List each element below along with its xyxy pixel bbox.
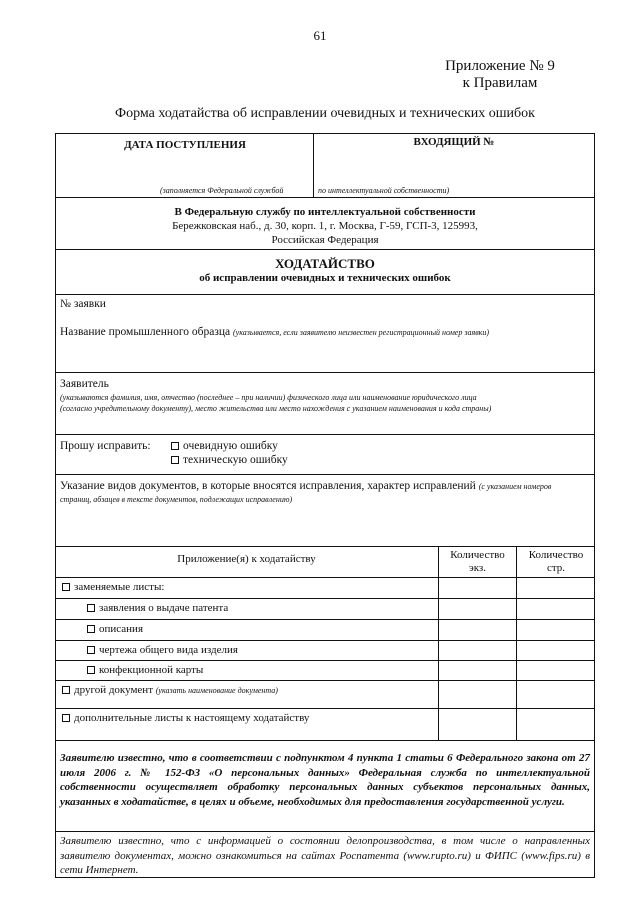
receipt-incoming-label: ВХОДЯЩИЙ № (413, 136, 495, 148)
request-option1-label: очевидную ошибку (183, 440, 278, 452)
col-copies-line2: экз. (468, 562, 486, 574)
divider-attachments (55, 740, 595, 741)
checkbox-icon[interactable] (87, 625, 95, 633)
documents-note-line2: страниц, абзацев в тексте документов, подлежащих исправлению) (60, 495, 293, 504)
attachment-row[interactable] (87, 664, 203, 676)
divider-application (55, 372, 595, 373)
divider-petition (55, 294, 595, 295)
petition-subtitle: об исправлении очевидных и технических ошибок (199, 272, 451, 284)
addressee-line3: Российская Федерация (271, 234, 379, 246)
design-name-row (60, 326, 489, 338)
info-notice: Заявителю известно, что с информацией о состоянии делопроизводства, в том числе о направленных заявителю документах, можно ознакомиться на сайтах Роспатента (www.rupto.ru) и ФИПС (www.fips.ru) в сети Интернет. (60, 835, 590, 876)
divider-addressee (55, 249, 595, 250)
col-divider-copies (438, 546, 439, 740)
addressee-line1: В Федеральную службу по интеллектуальной собственности (174, 206, 476, 218)
applicant-note-line2: (согласно учредительному документу), место жительства или место нахождения с указанием наименования и кода страны) (60, 404, 492, 413)
divider-notice (55, 831, 595, 832)
row-line (55, 640, 595, 641)
checkbox-icon[interactable] (87, 604, 95, 612)
receipt-divider (313, 133, 314, 197)
addressee-line2: Бережковская наб., д. 30, корп. 1, г. Москва, Г-59, ГСП-3, 125993, (172, 220, 478, 232)
attachment-row[interactable] (87, 623, 143, 635)
request-option-obvious[interactable] (171, 440, 278, 452)
row-line (55, 598, 595, 599)
attachment-label: заменяемые листы: (74, 581, 165, 593)
documents-label: Указание видов документов, в которые вносятся исправления, характер исправлений (60, 480, 476, 492)
col-copies-header (439, 549, 516, 575)
receipt-note-left: (заполняется Федеральной службой (160, 186, 284, 195)
attachment-row[interactable] (87, 644, 238, 656)
receipt-note-right: по интеллектуальной собственности) (318, 186, 450, 195)
checkbox-icon[interactable] (171, 456, 179, 464)
divider-applicant (55, 434, 595, 435)
attachment-row[interactable] (62, 684, 278, 696)
appendix-line1: Приложение № 9 (445, 58, 555, 74)
petition-heading (55, 256, 595, 284)
attachments-header: Приложение(я) к ходатайству (177, 553, 316, 565)
attachment-label: чертежа общего вида изделия (99, 644, 238, 656)
petition-title: ХОДАТАЙСТВО (275, 256, 375, 271)
row-line (55, 680, 595, 681)
col-pages-line1: Количество (528, 549, 584, 561)
divider-documents (55, 546, 595, 547)
documents-note-inline: (с указанием номеров (478, 482, 552, 491)
attachment-label: описания (99, 623, 144, 635)
divider-receipt (55, 197, 595, 198)
request-option2-label: техническую ошибку (183, 454, 288, 466)
applicant-note (60, 392, 592, 414)
row-line (55, 708, 595, 709)
checkbox-icon[interactable] (62, 714, 70, 722)
page-number: 61 (313, 28, 327, 43)
col-pages-header (517, 549, 595, 575)
form-title: Форма ходатайства об исправлении очевидных и технических ошибок (115, 106, 535, 121)
appendix-heading (400, 58, 600, 92)
attachment-note: (указать наименование документа) (155, 686, 278, 695)
attachment-label: другой документ (74, 684, 154, 696)
checkbox-icon[interactable] (87, 646, 95, 654)
request-option-technical[interactable] (171, 454, 288, 466)
col-copies-line1: Количество (450, 549, 505, 561)
design-name-note: (указывается, если заявителю неизвестен регистрационный номер заявки) (233, 328, 490, 337)
attachment-label: конфекционной карты (99, 664, 204, 676)
divider-request (55, 474, 595, 475)
attachment-row[interactable] (62, 581, 164, 593)
attachment-row[interactable] (62, 712, 309, 724)
row-line (55, 660, 595, 661)
attachment-row[interactable] (87, 602, 228, 614)
appendix-line2: к Правилам (462, 75, 538, 91)
design-name-label: Название промышленного образца (60, 326, 231, 338)
application-number-label: № заявки (60, 298, 106, 310)
personal-data-notice: Заявителю известно, что в соответствии с подпунктом 4 пункта 1 статьи 6 Федерального закона от 27 июля 2006 г. № 152-ФЗ «О персональных данных» Федеральная служба по интеллектуальной собственности осуществляет обработку персональных данных субъектов персональных данных, указанных в ходатайстве, в целях и объеме, необходимых для предоставления государственной услуги. (60, 752, 590, 808)
checkbox-icon[interactable] (62, 583, 70, 591)
applicant-label: Заявитель (60, 378, 109, 390)
attachment-label: заявления о выдаче патента (99, 602, 229, 614)
request-label: Прошу исправить: (60, 440, 151, 452)
receipt-date-label: ДАТА ПОСТУПЛЕНИЯ (124, 139, 246, 151)
attachment-label: дополнительные листы к настоящему ходатайству (74, 712, 310, 724)
col-divider-pages (516, 546, 517, 740)
row-line (55, 619, 595, 620)
checkbox-icon[interactable] (62, 686, 70, 694)
applicant-note-line1: (указываются фамилия, имя, отчество (последнее – при наличии) физического лица или наименование юридического лица (60, 393, 477, 402)
checkbox-icon[interactable] (171, 442, 179, 450)
checkbox-icon[interactable] (87, 666, 95, 674)
col-pages-line2: стр. (546, 562, 566, 574)
row-line (55, 577, 595, 578)
addressee (55, 205, 595, 247)
documents-row (60, 480, 592, 492)
